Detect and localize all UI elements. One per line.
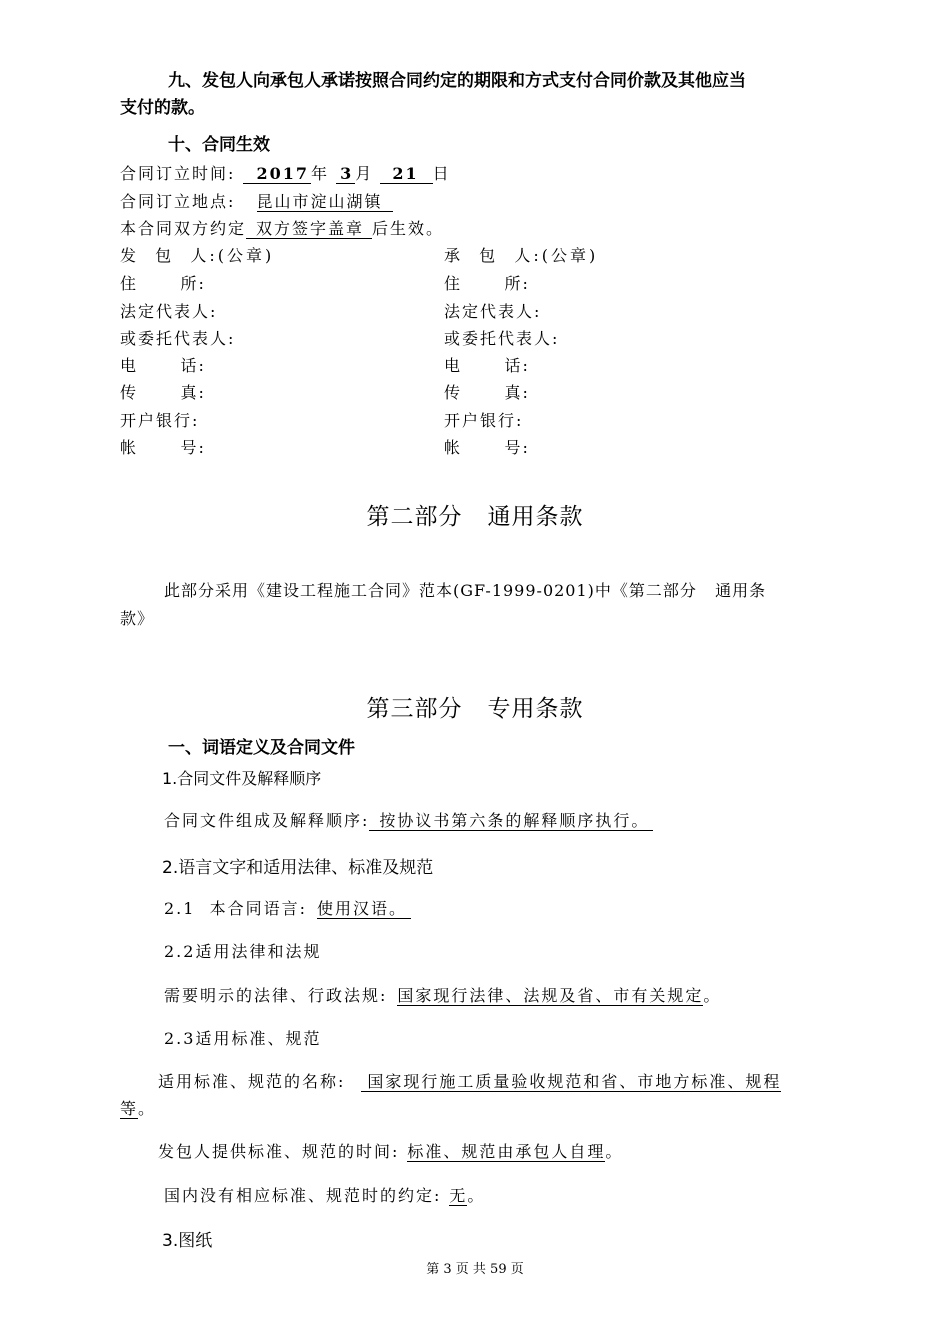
part3-title: 第三部分 专用条款 <box>366 696 584 722</box>
language-value: 使用汉语。 <box>317 899 411 919</box>
contract-place: 昆山市淀山湖镇 <box>257 192 393 212</box>
article9-line1: 九、发包人向承包人承诺按照合同约定的期限和方式支付合同价款及其他应当 <box>168 71 746 91</box>
contract-day-unit: 日 <box>432 164 451 183</box>
page-footer: 第 3 页 共 59 页 <box>426 1262 524 1277</box>
no-standard-value: 无 <box>449 1186 468 1205</box>
contract-place-row <box>120 189 393 212</box>
contract-month: 3 <box>336 164 355 184</box>
standards-value-line1: 国家现行施工质量验收规范和省、市地方标准、规程 <box>361 1072 781 1092</box>
employer-field-agent: 或委托代表人: <box>120 329 236 348</box>
part2-body-line2: 款》 <box>120 609 155 628</box>
employer-field-fax: 传 真: <box>120 383 206 402</box>
contract-year: 2017 <box>243 164 312 184</box>
contractor-field-agent: 或委托代表人: <box>444 329 560 348</box>
employer-field-bank: 开户银行: <box>120 411 200 430</box>
provide-value: 标准、规范由承包人自理 <box>407 1142 606 1161</box>
provide-end: 。 <box>605 1142 624 1161</box>
standards-end: 。 <box>138 1099 157 1118</box>
section1-heading: 一、词语定义及合同文件 <box>168 738 355 758</box>
employer-field-address: 住 所: <box>120 274 206 293</box>
contract-docs-row <box>164 808 653 831</box>
employer-field-legal-rep: 法定代表人: <box>120 302 218 321</box>
contractor-field-fax: 传 真: <box>444 383 530 402</box>
contract-effect-row <box>120 216 444 239</box>
article10-heading: 十、合同生效 <box>168 135 270 155</box>
contract-effect-prefix: 本合同双方约定 <box>120 219 247 238</box>
article9-line2: 支付的款。 <box>120 98 205 118</box>
laws-end: 。 <box>703 986 722 1005</box>
section1-1-heading: 1.合同文件及解释顺序 <box>162 769 322 788</box>
part2-title: 第二部分 通用条款 <box>366 504 584 530</box>
language-row <box>164 896 411 919</box>
standards-row <box>158 1069 781 1092</box>
contract-effect-value: 双方签字盖章 <box>246 219 372 239</box>
contractor-field-address: 住 所: <box>444 274 530 293</box>
section2-3-heading: 2.3适用标准、规范 <box>164 1029 322 1048</box>
standards-label: 适用标准、规范的名称: <box>158 1072 346 1091</box>
employer-field-account: 帐 号: <box>120 438 206 457</box>
contractor-title: 承 包 人:(公章) <box>444 246 599 265</box>
no-standard-end: 。 <box>467 1186 486 1205</box>
employer-field-phone: 电 话: <box>120 356 206 375</box>
standards-row-2 <box>120 1096 156 1119</box>
contract-month-unit: 月 <box>355 164 374 183</box>
section3-heading: 3.图纸 <box>162 1231 213 1251</box>
standards-value-line2: 等 <box>120 1099 139 1118</box>
contractor-field-legal-rep: 法定代表人: <box>444 302 542 321</box>
laws-value: 国家现行法律、法规及省、市有关规定 <box>397 986 704 1005</box>
provide-row <box>158 1139 623 1162</box>
laws-label: 需要明示的法律、行政法规: <box>164 986 388 1005</box>
section2-heading: 2.语言文字和适用法律、标准及规范 <box>162 858 434 878</box>
contract-docs-value: 按协议书第六条的解释顺序执行。 <box>369 811 653 831</box>
contract-year-unit: 年 <box>311 164 330 183</box>
employer-title: 发 包 人:(公章) <box>120 246 275 265</box>
provide-label: 发包人提供标准、规范的时间: <box>158 1142 400 1161</box>
contract-docs-label: 合同文件组成及解释顺序: <box>164 811 370 830</box>
part2-body-line1: 此部分采用《建设工程施工合同》范本(GF-1999-0201)中《第二部分 通用条 <box>164 581 767 600</box>
section2-2-heading: 2.2适用法律和法规 <box>164 942 322 961</box>
contractor-field-phone: 电 话: <box>444 356 530 375</box>
contractor-field-account: 帐 号: <box>444 438 530 457</box>
no-standard-label: 国内没有相应标准、规范时的约定: <box>164 1186 442 1205</box>
contract-place-label: 合同订立地点: <box>120 192 236 211</box>
contract-date-row <box>120 161 451 184</box>
no-standard-row <box>164 1183 485 1206</box>
contract-day: 21 <box>380 164 432 184</box>
contract-effect-suffix: 后生效。 <box>372 219 445 238</box>
contractor-field-bank: 开户银行: <box>444 411 524 430</box>
contract-date-label: 合同订立时间: <box>120 164 236 183</box>
language-label: 2.1 本合同语言: <box>164 899 308 918</box>
laws-row <box>164 983 721 1006</box>
